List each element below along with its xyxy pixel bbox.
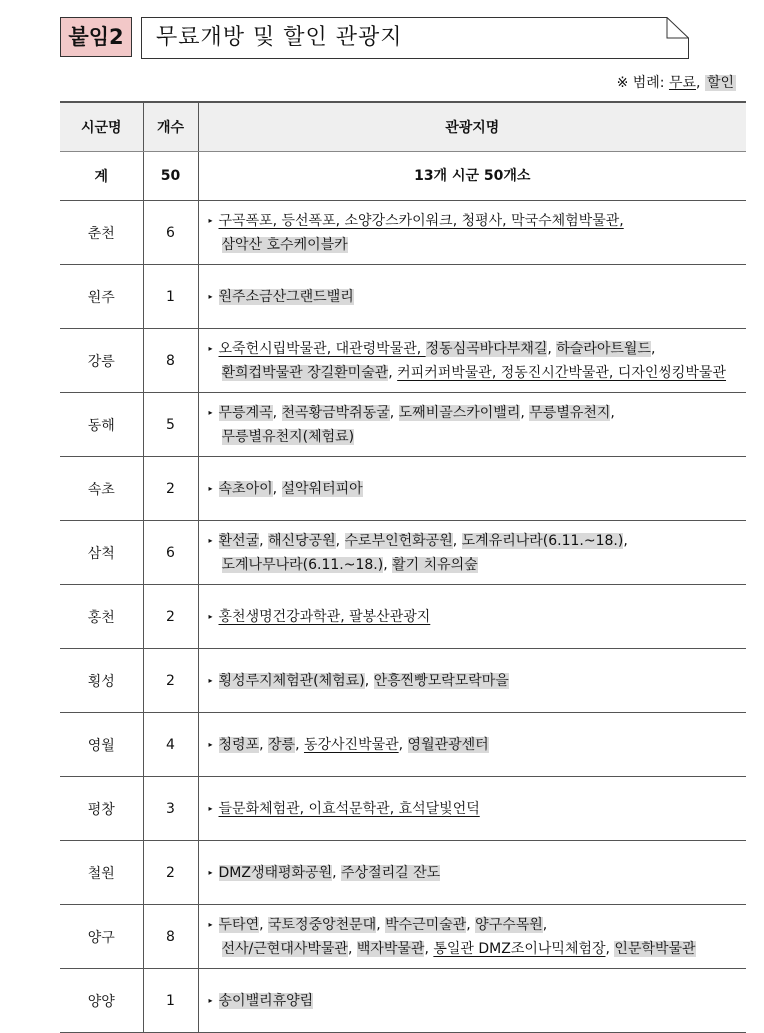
attraction-line <box>209 341 656 357</box>
attraction-list <box>198 457 746 521</box>
discount-attraction: 속초아이 <box>218 480 273 497</box>
attraction-count: 6 <box>143 201 198 265</box>
attraction-list <box>198 969 746 1033</box>
attraction-list <box>198 585 746 649</box>
attraction-line <box>209 213 624 229</box>
separator: , <box>452 532 462 549</box>
attraction-line <box>209 801 480 817</box>
separator: , <box>364 672 374 689</box>
attraction-count: 6 <box>143 521 198 585</box>
discount-attraction: 환선굴 <box>218 532 260 549</box>
attraction-line <box>209 361 747 385</box>
bullet-icon: ▸ <box>208 611 213 621</box>
bullet-icon: ▸ <box>208 919 213 929</box>
separator: , <box>605 940 615 957</box>
attraction-list <box>198 713 746 777</box>
attraction-count: 2 <box>143 841 198 905</box>
attraction-line <box>209 937 747 961</box>
discount-attraction: 양구수목원 <box>475 916 543 933</box>
title-box <box>141 17 689 59</box>
separator: , <box>542 916 548 933</box>
attractions-table <box>60 101 746 1033</box>
separator: , <box>335 532 345 549</box>
city-name: 강릉 <box>60 329 143 393</box>
attraction-list <box>198 777 746 841</box>
city-name: 횡성 <box>60 649 143 713</box>
discount-attraction: 두타연 <box>218 916 260 933</box>
separator: , <box>295 736 304 753</box>
bullet-icon: ▸ <box>208 483 213 493</box>
free-attraction: 구곡폭포, 등선폭포, 소양강스카이워크, 청평사, 막국수체험박물관, <box>218 212 624 229</box>
free-attraction: 오죽헌시립박물관, 대관령박물관, <box>218 340 426 357</box>
attachment-badge: 붙임2 <box>60 17 132 57</box>
city-name: 영월 <box>60 713 143 777</box>
separator: , <box>272 480 282 497</box>
total-row <box>60 152 746 201</box>
attraction-line <box>209 405 615 421</box>
attraction-count: 4 <box>143 713 198 777</box>
separator: , <box>332 864 342 881</box>
legend-free: 무료 <box>668 75 697 91</box>
discount-attraction: 활기 치유의숲 <box>392 556 478 573</box>
separator: , <box>388 364 398 381</box>
discount-attraction: 설악워터피아 <box>281 480 363 497</box>
attraction-list <box>198 265 746 329</box>
discount-attraction: 수로부인헌화공원 <box>344 532 453 549</box>
city-name: 양양 <box>60 969 143 1033</box>
attraction-line <box>209 917 548 933</box>
discount-attraction: 영월관광센터 <box>407 736 489 753</box>
table-row <box>60 649 746 713</box>
attraction-line <box>209 993 314 1009</box>
table-header <box>60 102 746 152</box>
discount-attraction: 환희컵박물관 장길환미술관 <box>221 364 389 381</box>
attraction-list <box>198 393 746 457</box>
attraction-list <box>198 201 746 265</box>
separator: , <box>347 940 357 957</box>
discount-attraction: 횡성루지체험관(체험료) <box>218 672 365 689</box>
table-row <box>60 713 746 777</box>
city-name: 동해 <box>60 393 143 457</box>
total-count: 50 <box>143 152 198 201</box>
attraction-line <box>209 553 747 577</box>
free-attraction: 통일관 DMZ조이나믹체험장 <box>433 940 606 957</box>
bullet-icon: ▸ <box>208 995 213 1005</box>
attraction-list <box>198 521 746 585</box>
city-name: 철원 <box>60 841 143 905</box>
separator: , <box>424 940 434 957</box>
attraction-list <box>198 649 746 713</box>
attraction-count: 3 <box>143 777 198 841</box>
bullet-icon: ▸ <box>208 343 213 353</box>
separator: , <box>383 556 393 573</box>
free-attraction: 들문화체험관, 이효석문학관, 효석달빛언덕 <box>218 800 480 817</box>
attraction-line <box>209 533 628 549</box>
discount-attraction: 인문학박물관 <box>614 940 696 957</box>
attraction-line <box>209 289 354 305</box>
discount-attraction: 해신당공원 <box>268 532 336 549</box>
attraction-count: 8 <box>143 329 198 393</box>
separator: , <box>259 916 268 933</box>
separator: , <box>466 916 476 933</box>
column-header-count: 개수 <box>143 102 198 152</box>
city-name: 평창 <box>60 777 143 841</box>
separator: , <box>623 532 628 549</box>
table-row <box>60 841 746 905</box>
separator: , <box>520 404 530 421</box>
bullet-icon: ▸ <box>208 675 213 685</box>
table-row <box>60 905 746 969</box>
total-description: 13개 시군 50개소 <box>198 152 746 201</box>
attraction-list <box>198 905 746 969</box>
city-name: 삼척 <box>60 521 143 585</box>
attraction-line <box>209 609 431 625</box>
page-title: 무료개방 및 할인 관광지 <box>156 25 403 50</box>
column-header-city: 시군명 <box>60 102 143 152</box>
bullet-icon: ▸ <box>208 215 213 225</box>
attraction-list <box>198 841 746 905</box>
table-row <box>60 969 746 1033</box>
table-row <box>60 329 746 393</box>
table-row <box>60 201 746 265</box>
discount-attraction: 안흥찐빵모락모락마을 <box>373 672 509 689</box>
legend-sep: , <box>696 75 705 91</box>
attraction-line <box>209 233 747 257</box>
bullet-icon: ▸ <box>208 407 213 417</box>
attraction-line <box>209 425 747 449</box>
discount-attraction: 백자박물관 <box>356 940 425 957</box>
separator: , <box>259 532 268 549</box>
separator: , <box>389 404 399 421</box>
discount-attraction: 도째비골스카이밸리 <box>398 404 521 421</box>
attraction-count: 2 <box>143 585 198 649</box>
separator: , <box>547 340 557 357</box>
table-row <box>60 521 746 585</box>
discount-attraction: 국토정중앙천문대 <box>268 916 377 933</box>
legend-prefix: ※ 범례: <box>616 75 669 91</box>
table-row <box>60 777 746 841</box>
attraction-line <box>209 865 441 881</box>
discount-attraction: 장릉 <box>268 736 296 753</box>
free-attraction: 커피커퍼박물관, 정동진시간박물관, 디자인씽킹박물관 <box>397 364 727 381</box>
city-name: 양구 <box>60 905 143 969</box>
attraction-line <box>209 673 509 689</box>
discount-attraction: 송이밸리휴양림 <box>218 992 314 1009</box>
discount-attraction: 선사/근현대사박물관 <box>221 940 348 957</box>
discount-attraction: 무릉계곡 <box>218 404 273 421</box>
attraction-count: 2 <box>143 457 198 521</box>
bullet-icon: ▸ <box>208 803 213 813</box>
attraction-count: 5 <box>143 393 198 457</box>
table-row <box>60 265 746 329</box>
discount-attraction: 원주소금산그랜드밸리 <box>218 288 354 305</box>
attraction-list <box>198 329 746 393</box>
attraction-count: 1 <box>143 265 198 329</box>
legend-discount: 할인 <box>706 75 734 91</box>
table-row <box>60 457 746 521</box>
discount-attraction: 하슬라아트월드 <box>556 340 651 357</box>
attraction-line <box>209 737 489 753</box>
column-header-attractions: 관광지명 <box>198 102 746 152</box>
discount-attraction: 정동심곡바다부채길 <box>425 340 548 357</box>
city-name: 춘천 <box>60 201 143 265</box>
city-name: 속초 <box>60 457 143 521</box>
discount-attraction: 박수근미술관 <box>385 916 467 933</box>
discount-attraction: 주상절리길 잔도 <box>341 864 441 881</box>
separator: , <box>376 916 386 933</box>
separator: , <box>259 736 268 753</box>
discount-attraction: 무릉별유천지 <box>529 404 611 421</box>
bullet-icon: ▸ <box>208 291 213 301</box>
total-label: 계 <box>60 152 143 201</box>
bullet-icon: ▸ <box>208 867 213 877</box>
attraction-count: 1 <box>143 969 198 1033</box>
free-attraction: 동강사진박물관 <box>303 736 399 753</box>
discount-attraction: 도계유리나라(6.11.~18.) <box>461 532 624 549</box>
city-name: 원주 <box>60 265 143 329</box>
discount-attraction: 삼악산 호수케이블카 <box>221 236 348 253</box>
legend <box>617 72 736 92</box>
bullet-icon: ▸ <box>208 535 213 545</box>
table-row <box>60 585 746 649</box>
discount-attraction: 무릉별유천지(체험료) <box>221 428 355 445</box>
table-row <box>60 393 746 457</box>
discount-attraction: 도계나무나라(6.11.~18.) <box>221 556 384 573</box>
separator: , <box>610 404 615 421</box>
attraction-count: 8 <box>143 905 198 969</box>
attraction-line <box>209 481 363 497</box>
discount-attraction: 청령포 <box>218 736 260 753</box>
discount-attraction: 천곡황금박쥐동굴 <box>281 404 390 421</box>
separator: , <box>398 736 408 753</box>
separator: , <box>272 404 282 421</box>
bullet-icon: ▸ <box>208 739 213 749</box>
city-name: 홍천 <box>60 585 143 649</box>
attraction-count: 2 <box>143 649 198 713</box>
separator: , <box>650 340 656 357</box>
free-attraction: 홍천생명건강과학관, 팔봉산관광지 <box>218 608 431 625</box>
discount-attraction: DMZ생태평화공원 <box>218 864 333 881</box>
